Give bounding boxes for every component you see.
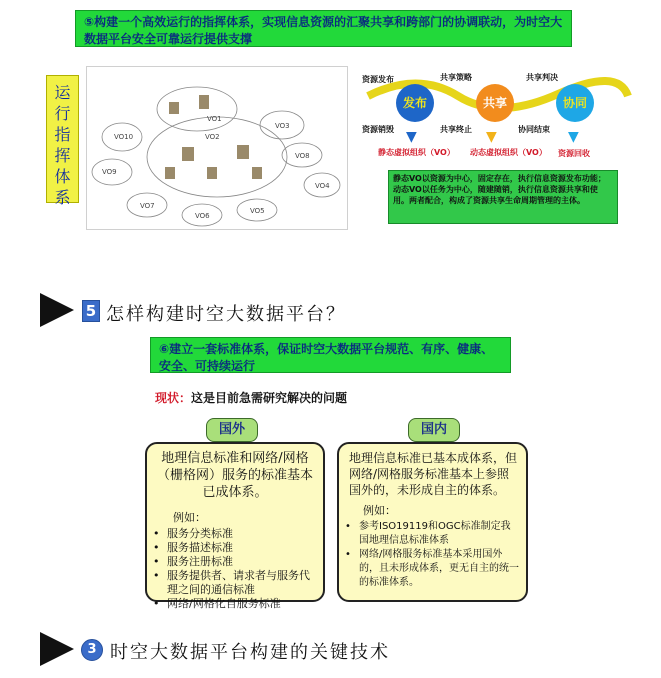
down-arrow-icon: ▼ xyxy=(568,129,579,145)
vo-label: VO8 xyxy=(295,152,310,160)
down-arrow-icon: ▼ xyxy=(406,129,417,145)
vo-label: VO3 xyxy=(275,122,290,130)
list-item: • 服务注册标准 xyxy=(149,555,317,569)
list-item: • 服务描述标准 xyxy=(149,541,317,555)
list-item: • 网络/网格化自服务标准 xyxy=(149,597,317,611)
command-system-label: 运行指挥体系 xyxy=(54,83,71,207)
circle-publish: 发布 xyxy=(396,84,434,122)
bottom-label: 资源销毁 xyxy=(362,125,394,134)
circle-collaborate: 协同 xyxy=(556,84,594,122)
static-vo-label: 静态虚拟组织（VO） xyxy=(378,148,455,157)
top-label: 资源发布 xyxy=(362,75,394,84)
vo-label: VO5 xyxy=(250,207,265,215)
status-text: 这是目前急需研究解决的问题 xyxy=(191,391,348,405)
foreign-main: 地理信息标准和网络/网格（栅格网）服务的标准基本已成体系。 xyxy=(156,451,313,500)
vo-label: VO4 xyxy=(315,182,330,190)
top-label: 共享策略 xyxy=(440,73,472,82)
foreign-list xyxy=(149,527,317,611)
top-banner: ⑤构建一个高效运行的指挥体系，实现信息资源的汇聚共享和跨部门的协调联动，为时空大数据平台安全可靠运行提供支撑 xyxy=(75,10,572,47)
section3-number-icon: 3 xyxy=(81,639,103,661)
section3-title: 时空大数据平台构建的关键技术 xyxy=(110,642,390,663)
foreign-tag: 国外 xyxy=(206,418,258,442)
command-system-box xyxy=(46,75,79,207)
list-item: • 网络/网格服务标准基本采用国外的，且未形成体系，更无自主的统一的标准体系。 xyxy=(341,548,520,590)
section5-title: 怎样构建时空大数据平台？ xyxy=(106,304,346,325)
list-item: • 服务提供者、请求者与服务代理之间的通信标准 xyxy=(149,569,317,597)
network-diagram xyxy=(86,66,348,230)
list-item: • 服务分类标准 xyxy=(149,527,317,541)
section3-arrow-icon xyxy=(40,632,74,666)
domestic-list xyxy=(341,520,520,590)
foreign-example-label: 例如： xyxy=(173,511,206,524)
domestic-main: 地理信息标准已基本成体系，但网络/网格服务标准基本上参照国外的，未形成自主的体系。 xyxy=(349,451,518,497)
bottom-label: 协同结束 xyxy=(518,125,550,134)
vo-label: VO9 xyxy=(102,168,117,176)
status-prefix: 现状： xyxy=(155,391,192,405)
bottom-label: 共享终止 xyxy=(440,125,472,134)
domestic-tag: 国内 xyxy=(408,418,460,442)
vo-description: 静态VO以资源为中心，固定存在，执行信息资源发布功能；动态VO以任务为中心，随建随销，执行信息资源共享和使用。两者配合，构成了资源共享生命周期管理的主体。 xyxy=(388,170,618,224)
down-arrow-icon: ▼ xyxy=(486,129,497,145)
vo-label: VO6 xyxy=(195,212,210,220)
status-line xyxy=(155,389,347,406)
foreign-panel xyxy=(145,442,325,610)
standard-banner: ⑥建立一套标准体系，保证时空大数据平台规范、有序、健康、安全、可持续运行 xyxy=(150,337,511,373)
network-svg xyxy=(87,67,349,231)
vo-lifecycle-diagram xyxy=(358,66,634,232)
circle-share: 共享 xyxy=(476,84,514,122)
dynamic-vo-label: 动态虚拟组织（VO） xyxy=(470,148,547,157)
domestic-panel xyxy=(337,442,528,602)
domestic-example-label: 例如： xyxy=(363,504,396,517)
section5-arrow-icon xyxy=(40,293,74,327)
vo-label: VO7 xyxy=(140,202,155,210)
vo-label: VO10 xyxy=(114,133,134,141)
list-item: • 参考ISO19119和OGC标准制定我国地理信息标准体系 xyxy=(341,520,520,548)
vo-label: VO1 xyxy=(207,115,222,123)
resource-recycle-label: 资源回收 xyxy=(558,149,590,158)
section5-number: 5 xyxy=(82,300,100,322)
vo-label: VO2 xyxy=(205,133,220,141)
top-label: 共享判决 xyxy=(526,73,558,82)
